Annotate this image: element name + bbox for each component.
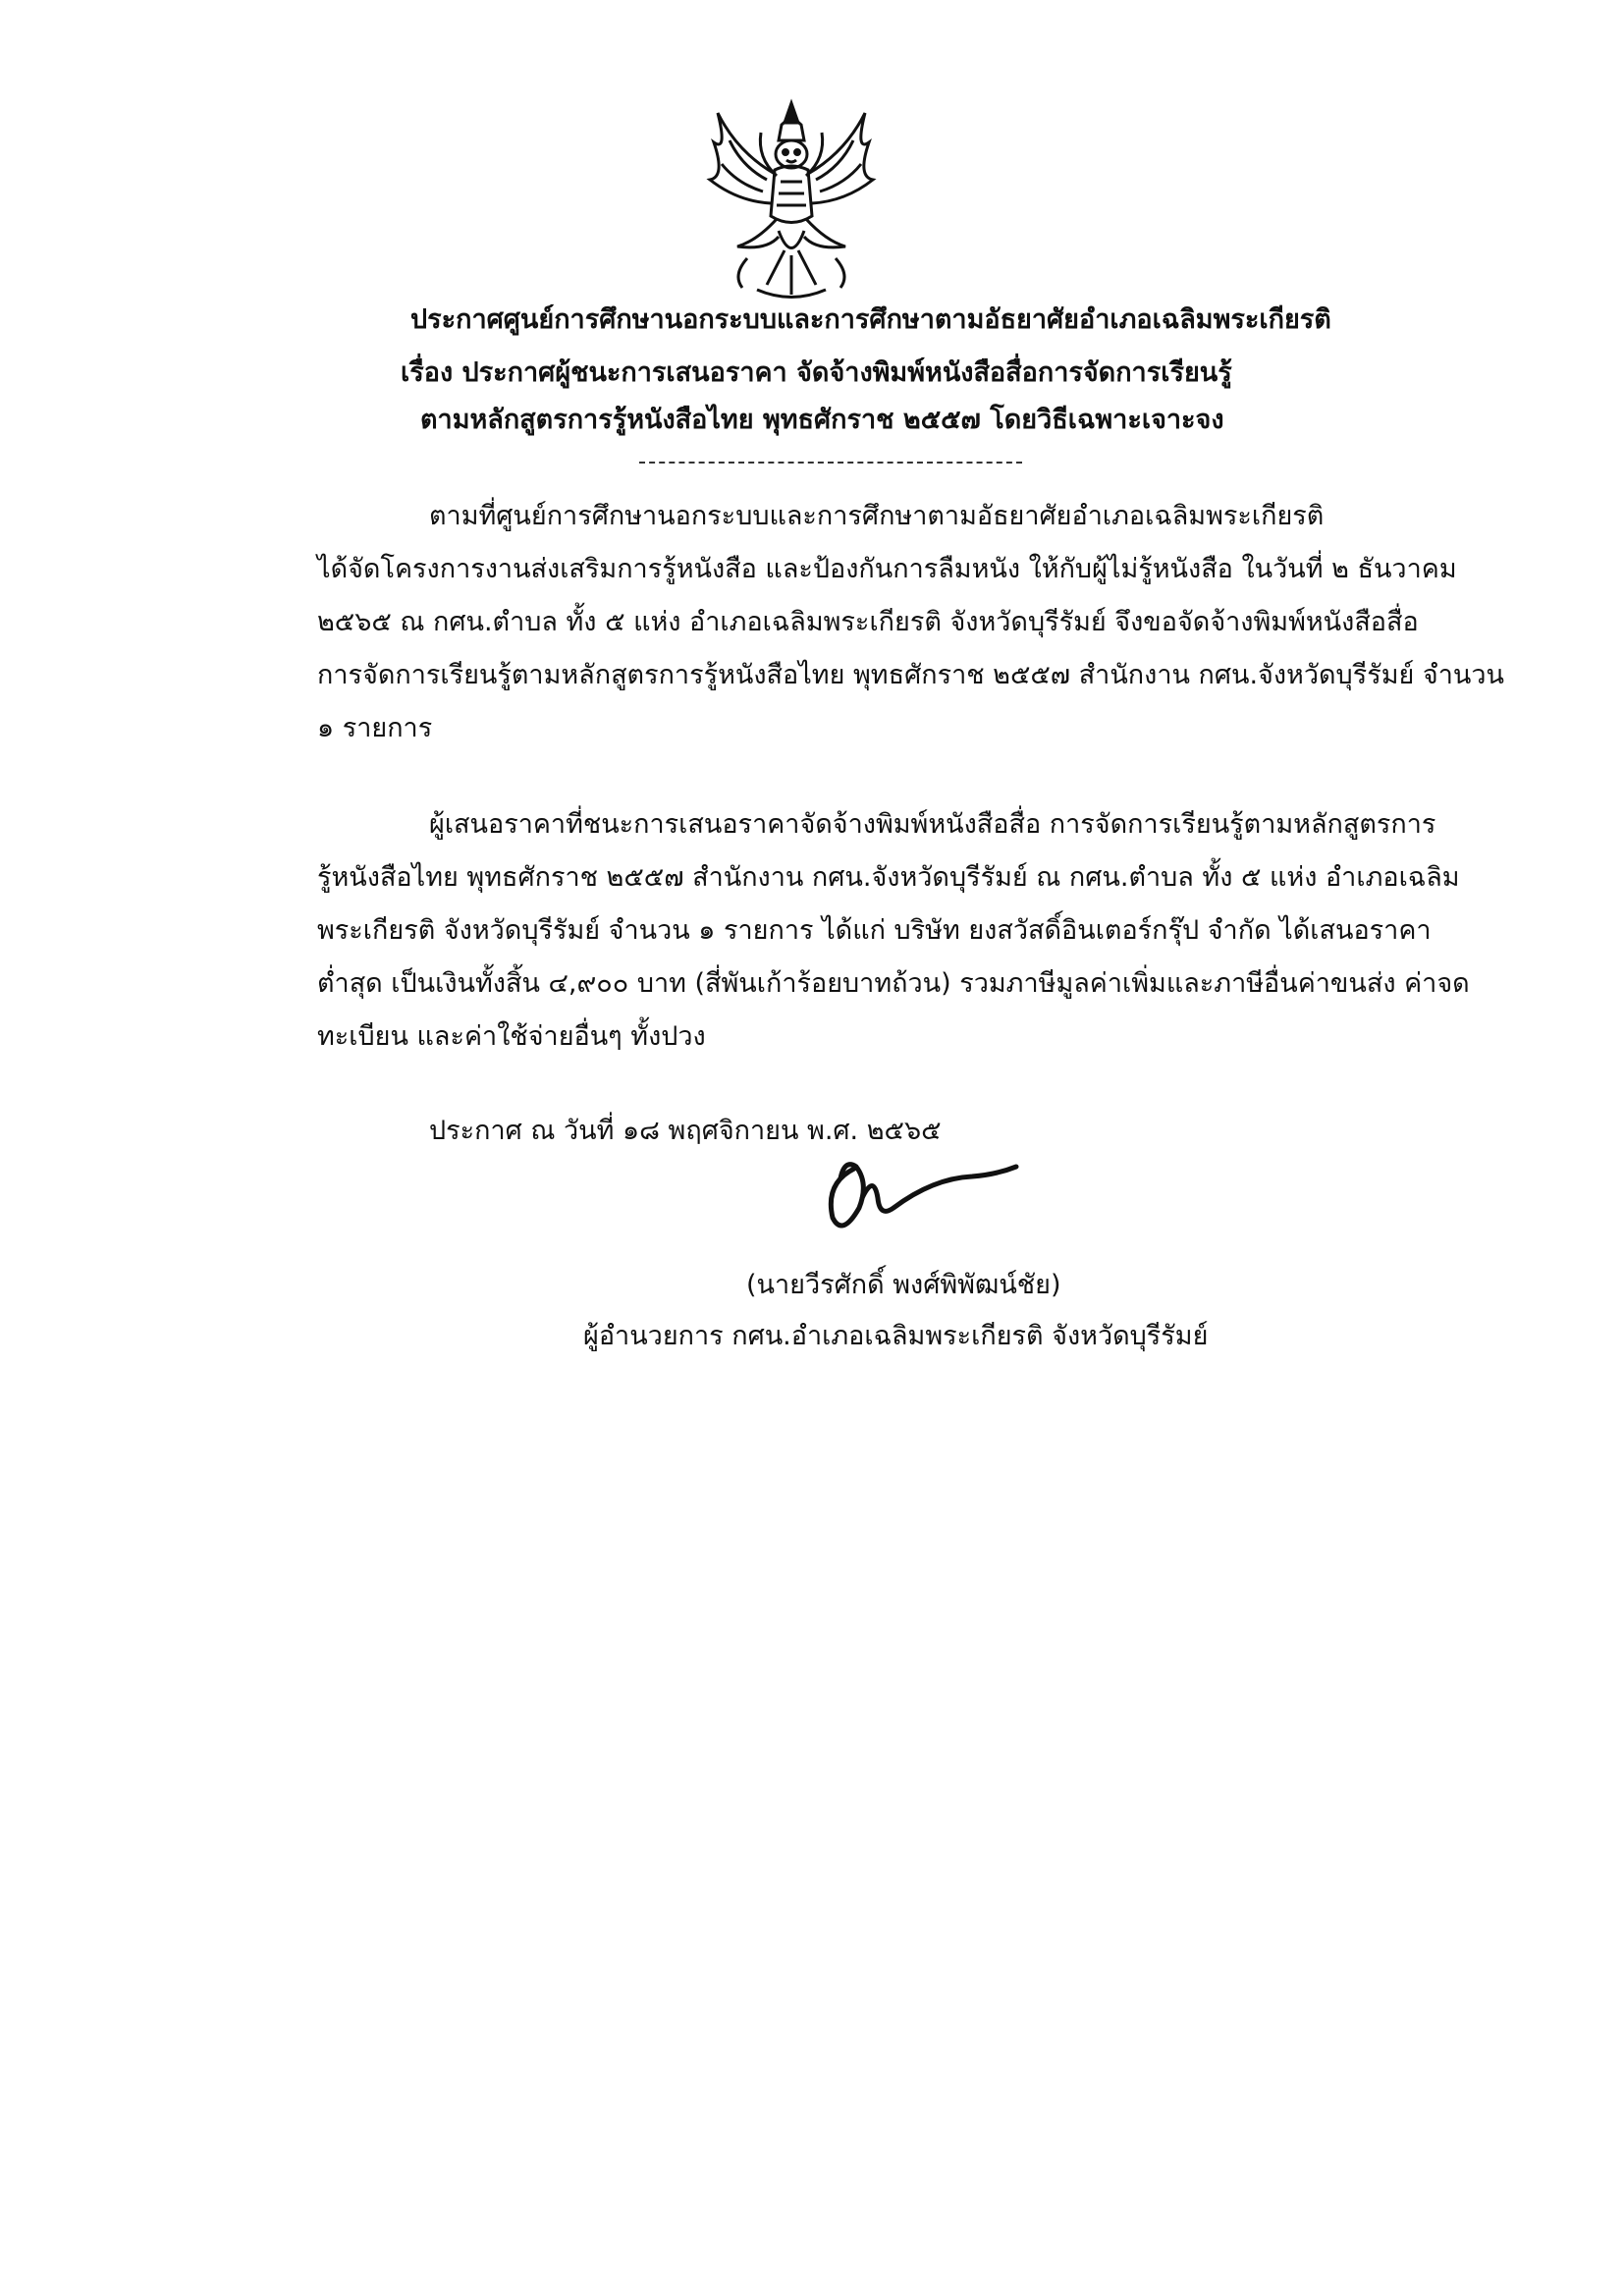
- paragraph2-line: ต่ำสุด เป็นเงินทั้งสิ้น ๔,๙๐๐ บาท (สี่พันเก้าร้อยบาทถ้วน) รวมภาษีมูลค่าเพิ่มและภาษีอื่นค่าขนส่ง ค่าจด: [317, 968, 1470, 999]
- signatory-name: (นายวีรศักดิ์ พงศ์พิพัฒน์ชัย): [746, 1270, 1061, 1300]
- announcement-date: ประกาศ ณ วันที่ ๑๘ พฤศจิกายน พ.ศ. ๒๕๖๕: [429, 1116, 942, 1146]
- paragraph2-line: รู้หนังสือไทย พุทธศักราช ๒๕๕๗ สำนักงาน กศน.จังหวัดบุรีรัมย์ ณ กศน.ตำบล ทั้ง ๕ แห่ง อำเภอเฉลิม: [317, 862, 1460, 893]
- paragraph1-line: ตามที่ศูนย์การศึกษานอกระบบและการศึกษาตามอัธยาศัยอำเภอเฉลิมพระเกียรติ: [429, 501, 1325, 531]
- paragraph2-line: ทะเบียน และค่าใช้จ่ายอื่นๆ ทั้งปวง: [317, 1021, 706, 1052]
- paragraph2-line: พระเกียรติ จังหวัดบุรีรัมย์ จำนวน ๑ รายการ ได้แก่ บริษัท ยงสวัสดิ์อินเตอร์กรุ๊ป จำกัด ได้เสนอราคา: [317, 915, 1432, 946]
- announcement-subject-continued: ตามหลักสูตรการรู้หนังสือไทย พุทธศักราช ๒๕๕๗ โดยวิธีเฉพาะเจาะจง: [420, 405, 1224, 435]
- announcement-subject: เรื่อง ประกาศผู้ชนะการเสนอราคา จัดจ้างพิมพ์หนังสือสื่อการจัดการเรียนรู้: [401, 357, 1232, 388]
- paragraph2-line: ผู้เสนอราคาที่ชนะการเสนอราคาจัดจ้างพิมพ์หนังสือสื่อ การจัดการเรียนรู้ตามหลักสูตรการ: [429, 809, 1436, 840]
- paragraph1-line: ๑ รายการ: [317, 713, 433, 743]
- paragraph1-line: การจัดการเรียนรู้ตามหลักสูตรการรู้หนังสือไทย พุทธศักราช ๒๕๕๗ สำนักงาน กศน.จังหวัดบุรีรัมย์ จำนวน: [317, 660, 1504, 690]
- announcement-title: ประกาศศูนย์การศึกษานอกระบบและการศึกษาตามอัธยาศัยอำเภอเฉลิมพระเกียรติ: [410, 304, 1331, 335]
- paragraph1-line: ได้จัดโครงการงานส่งเสริมการรู้หนังสือ และป้องกันการลืมหนัง ให้กับผู้ไม่รู้หนังสือ ในวันที่ ๒ ธันวาคม: [317, 554, 1457, 584]
- signature-mark: [815, 1139, 1031, 1247]
- paragraph1-line: ๒๕๖๕ ณ กศน.ตำบล ทั้ง ๕ แห่ง อำเภอเฉลิมพระเกียรติ จังหวัดบุรีรัมย์ จึงขอจัดจ้างพิมพ์หนังสือสื่อ: [317, 607, 1419, 637]
- divider-line: [639, 462, 1022, 464]
- signatory-position: ผู้อำนวยการ กศน.อำเภอเฉลิมพระเกียรติ จังหวัดบุรีรัมย์: [583, 1321, 1209, 1351]
- garuda-emblem-icon: [698, 93, 885, 307]
